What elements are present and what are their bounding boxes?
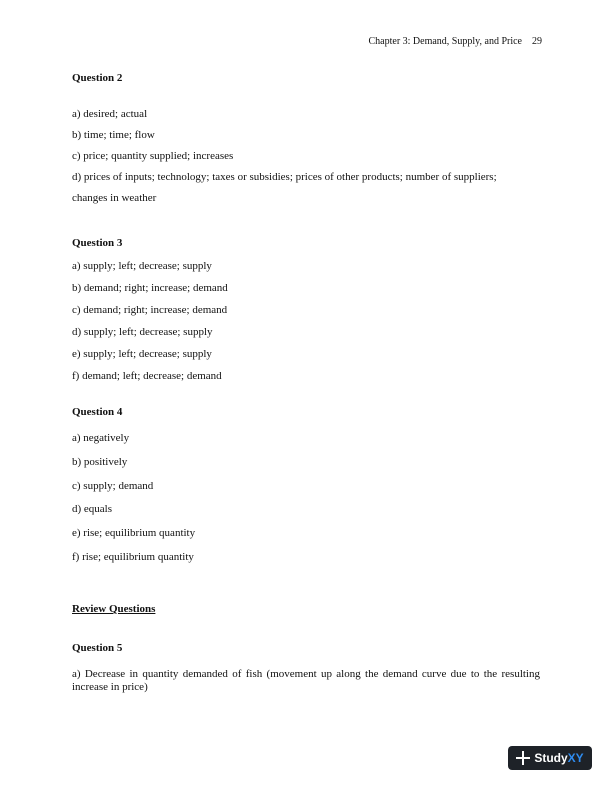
q3-answer-e: e) supply; left; decrease; supply	[72, 348, 212, 360]
q3-answer-b: b) demand; right; increase; demand	[72, 282, 228, 294]
q3-answer-f: f) demand; left; decrease; demand	[72, 370, 222, 382]
question-5-heading: Question 5	[72, 642, 123, 654]
q2-answer-d: d) prices of inputs; technology; taxes or subsidies; prices of other products; number of suppliers;	[72, 171, 497, 183]
question-3-heading: Question 3	[72, 237, 123, 249]
q2-answer-d-continued: changes in weather	[72, 192, 157, 204]
q2-answer-c: c) price; quantity supplied; increases	[72, 150, 234, 162]
badge-brand-text: StudyXY	[534, 751, 584, 765]
q4-answer-c: c) supply; demand	[72, 480, 154, 492]
q5-answer-a: a) Decrease in quantity demanded of fish (movement up along the demand curve due to the resulting increase in price)	[72, 668, 540, 693]
q3-answer-a: a) supply; left; decrease; supply	[72, 260, 212, 272]
studyxy-badge[interactable]	[508, 746, 592, 770]
q3-answer-d: d) supply; left; decrease; supply	[72, 326, 213, 338]
question-2-heading: Question 2	[72, 72, 123, 84]
q4-answer-e: e) rise; equilibrium quantity	[72, 527, 196, 539]
q4-answer-b: b) positively	[72, 456, 128, 468]
q4-answer-d: d) equals	[72, 503, 113, 515]
question-4-heading: Question 4	[72, 406, 123, 418]
q2-answer-a: a) desired; actual	[72, 108, 148, 120]
q3-answer-c: c) demand; right; increase; demand	[72, 304, 228, 316]
q4-answer-f: f) rise; equilibrium quantity	[72, 551, 194, 563]
q4-answer-a: a) negatively	[72, 432, 130, 444]
q2-answer-b: b) time; time; flow	[72, 129, 155, 141]
page-number: 29	[532, 36, 542, 47]
plus-icon	[516, 751, 530, 765]
chapter-title: Chapter 3: Demand, Supply, and Price	[368, 36, 522, 47]
review-questions-heading: Review Questions	[72, 603, 156, 615]
page-header	[369, 36, 543, 47]
